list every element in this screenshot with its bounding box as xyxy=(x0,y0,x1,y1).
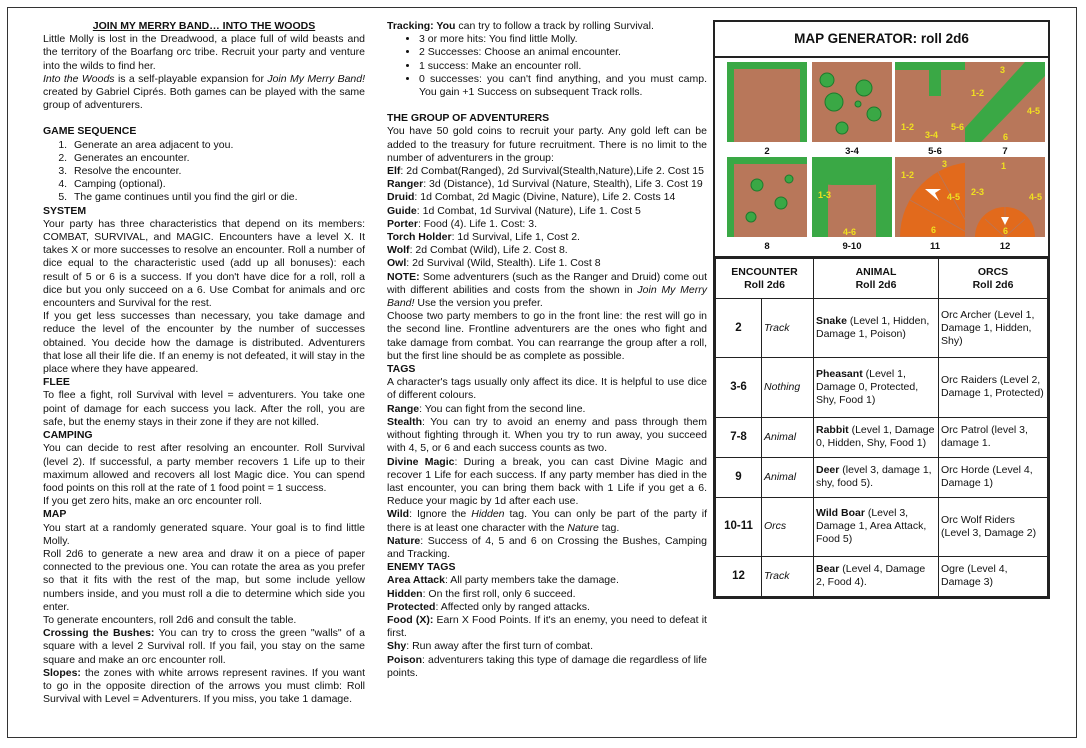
yellow-number: 6 xyxy=(1003,226,1009,236)
tracking-list xyxy=(387,33,707,99)
map-tile-2 xyxy=(727,62,807,142)
map-heading: MAP xyxy=(43,508,67,521)
tile-label: 12 xyxy=(999,241,1011,252)
yellow-number: 3-4 xyxy=(925,130,939,140)
yellow-number: 5-6 xyxy=(951,122,965,132)
table-row xyxy=(716,556,1048,596)
map-paragraph: Roll 2d6 to generate a new area and draw it on a piece of paper connected to the previous one. You can rotate the area as you prefer so that it fits with the rest of the map, but some include yellow numbers inside, and you must roll a die to determine which side you enter. xyxy=(43,547,365,613)
yellow-number: 1-2 xyxy=(901,170,915,180)
table-row xyxy=(716,497,1048,556)
type-cell: Animal xyxy=(762,457,814,497)
intro-credits: Into the Woods is a self-playable expansion for Join My Merry Band! created by Gabriel Ciprés. Both games can be played with the same group of adventurers. xyxy=(43,72,366,112)
yellow-number: 6 xyxy=(1003,132,1009,142)
flee-heading: FLEE xyxy=(43,376,70,389)
orc-cell: Orc Raiders (Level 2, Damage 1, Protected) xyxy=(939,358,1048,417)
list-item: • 1 success: Make an encounter roll. xyxy=(419,60,707,73)
header-animal: ANIMAL Roll 2d6 xyxy=(814,259,939,299)
note-paragraph: NOTE: Some adventurers (such as the Ranger and Druid) come out with different abilities and costs from the shown in Join My Merry Band! Use the version you prefer. xyxy=(387,270,707,310)
tile-label: 3-4 xyxy=(845,146,859,157)
list-item: • 2 Successes: Choose an animal encounter. xyxy=(419,46,707,59)
camping-paragraph: If you get zero hits, make an orc encounter roll. xyxy=(43,495,262,508)
orc-cell: Orc Wolf Riders (Level 3, Damage 2) xyxy=(939,497,1048,556)
type-cell: Nothing xyxy=(762,358,814,417)
orc-cell: Orc Horde (Level 4, Damage 1) xyxy=(939,457,1048,497)
tag-line: Food (X): Earn X Food Points. If it's an enemy, you need to defeat it first. xyxy=(387,613,707,640)
unit-line: Torch Holder: 1d Survival, Life 1, Cost 2. xyxy=(387,231,580,244)
animal-cell: Wild Boar (Level 3, Damage 1, Area Attack, Food 5) xyxy=(814,497,939,556)
list-item: 5. The game continues until you find the girl or die. xyxy=(70,191,365,204)
list-item: • 3 or more hits: You find little Molly. xyxy=(419,33,707,46)
header-encounter: ENCOUNTER Roll 2d6 xyxy=(716,259,814,299)
yellow-number: 1-2 xyxy=(971,88,985,98)
unit-line: Owl: 2d Survival (Wild, Stealth). Life 1. Cost 8 xyxy=(387,257,601,270)
bushes-paragraph: Crossing the Bushes: You can try to cross the green "walls" of a square with a level 2 Survival roll. If you fail, you stay on the same square and make an orc encounter roll. xyxy=(43,627,365,666)
list-item: 2. Generates an encounter. xyxy=(70,152,365,165)
unit-line: Wolf: 2d Combat (Wild), Life 2. Cost 8. xyxy=(387,244,568,257)
table-row xyxy=(716,457,1048,497)
group-paragraph: You have 50 gold coins to recruit your party. Any gold left can be added to the treasury for future recruitment. There is no limit to the number of adventurers in the group: xyxy=(387,125,707,164)
tracking-paragraph: Tracking: You can try to follow a track by rolling Survival. xyxy=(387,20,654,32)
roll-cell: 2 xyxy=(716,299,762,358)
type-cell: Orcs xyxy=(762,497,814,556)
game-sequence-list xyxy=(43,139,365,205)
animal-cell: Pheasant (Level 1, Damage 0, Protected, Shy, Food 1) xyxy=(814,358,939,417)
header-orcs: ORCS Roll 2d6 xyxy=(939,259,1048,299)
encounter-table xyxy=(715,258,1048,597)
slopes-paragraph: Slopes: the zones with white arrows represent ravines. If you want to go in the opposite direction of the arrows you must climb: Roll Survival with Level = Adventurers. If you miss, you take 1 damage. xyxy=(43,666,365,706)
tag-line: Area Attack: All party members take the damage. xyxy=(387,574,619,587)
document-title: JOIN MY MERRY BAND… INTO THE WOODS xyxy=(92,20,316,32)
tag-line: Stealth: You can try to avoid an enemy and pass through them without fighting through it. When you try to run away, you succeed with 4, 5, or 6 and each success counts as two. xyxy=(387,415,707,455)
unit-line: Guide: 1d Combat, 1d Survival (Nature), Life 1. Cost 5 xyxy=(387,204,641,217)
tile-label: 11 xyxy=(929,241,941,252)
tag-line: Poison: adventurers taking this type of damage die regardless of life points. xyxy=(387,653,707,679)
encounter-table-panel xyxy=(713,258,1050,599)
orc-cell: Orc Archer (Level 1, Damage 1, Hidden, Shy) xyxy=(939,299,1048,358)
yellow-number: 1-2 xyxy=(901,122,915,132)
table-row xyxy=(716,358,1048,417)
yellow-number: 2-3 xyxy=(971,187,985,197)
yellow-number: 4-5 xyxy=(947,192,961,202)
tile-label: 8 xyxy=(764,241,770,252)
type-cell: Track xyxy=(762,556,814,596)
animal-cell: Rabbit (Level 1, Damage 0, Hidden, Shy, Food 1) xyxy=(814,417,939,457)
tag-line: Divine Magic: During a break, you can cast Divine Magic and recover 1 Life for each success. If any party member has died in the last encounter, you can bring them back with 1 Life if you get a 6. Reduce your magic by 1d after each use. xyxy=(387,455,708,508)
map-tile-3-4 xyxy=(812,62,892,142)
roll-cell: 7-8 xyxy=(716,417,762,457)
yellow-number: 3 xyxy=(942,159,948,169)
tile-label: 7 xyxy=(1002,146,1008,157)
game-sequence-heading: GAME SEQUENCE xyxy=(43,125,137,138)
yellow-number: 6 xyxy=(931,225,937,235)
yellow-number: 1 xyxy=(1001,161,1007,171)
table-row xyxy=(716,417,1048,457)
list-item: 1. Generate an area adjacent to you. xyxy=(70,139,365,152)
unit-line: Elf: 2d Combat(Ranged), 2d Survival(Stealth,Nature),Life 2. Cost 15 xyxy=(387,165,704,178)
tag-line: Hidden: On the first roll, only 6 succeed. xyxy=(387,587,576,600)
list-item: • 0 successes: you can't find anything, and you must camp. You gain +1 Success on subsequent Track rolls. xyxy=(419,73,707,99)
rules-column-2 xyxy=(387,20,707,680)
tile-label: 2 xyxy=(764,146,770,157)
map-paragraph: To generate encounters, roll 2d6 and consult the table. xyxy=(43,613,297,626)
map-generator-title: MAP GENERATOR: roll 2d6 xyxy=(715,22,1048,58)
roll-cell: 10-11 xyxy=(716,497,762,556)
yellow-number: 4-5 xyxy=(1027,106,1041,116)
animal-cell: Deer (level 3, damage 1, shy, food 5). xyxy=(814,457,939,497)
yellow-number: 3 xyxy=(1000,65,1006,75)
rules-column-1 xyxy=(43,20,365,706)
camping-paragraph: You can decide to rest after resolving an encounter. Roll Survival (level 2). If successful, a party member recovers 1 Life up to their maximum allowed and recovers all lost Magic dice. You can spend food points on this roll at the rate of 1 food point = 1 success. xyxy=(43,442,365,494)
type-cell: Animal xyxy=(762,417,814,457)
yellow-number: 4-6 xyxy=(843,227,857,237)
orc-cell: Ogre (Level 4, Damage 3) xyxy=(939,556,1048,596)
type-cell: Track xyxy=(762,299,814,358)
animal-cell: Snake (Level 1, Hidden, Damage 1, Poison) xyxy=(814,299,939,358)
system-paragraph: If you get less successes than necessary, you take damage and reduce the level of the encounter by the number of successes obtained. You decide how the damage is distributed. Adventurers that lose all their life die. If an enemy is not defeated, it will stay in the place where they have appeared. xyxy=(43,310,365,376)
tile-label: 5-6 xyxy=(928,146,942,157)
tag-line: Protected: Affected only by ranged attacks. xyxy=(387,600,590,613)
map-tile-8 xyxy=(727,157,807,237)
orc-cell: Orc Patrol (level 3, damage 1. xyxy=(939,417,1048,457)
animal-cell: Bear (Level 4, Damage 2, Food 4). xyxy=(814,556,939,596)
group-heading: THE GROUP OF ADVENTURERS xyxy=(387,112,550,125)
unit-line: Ranger: 3d (Distance), 1d Survival (Nature, Stealth), Life 3. Cost 19 xyxy=(387,178,703,191)
roll-cell: 12 xyxy=(716,556,762,596)
tags-paragraph: A character's tags usually only affect its dice. It is helpful to use dice of different colours. xyxy=(387,376,707,402)
list-item: 3. Resolve the encounter. xyxy=(70,165,365,178)
list-item: 4. Camping (optional). xyxy=(70,178,365,191)
unit-line: Druid: 1d Combat, 2d Magic (Divine, Nature), Life 2. Costs 14 xyxy=(387,191,676,204)
roll-cell: 9 xyxy=(716,457,762,497)
system-paragraph: Your party has three characteristics that depend on its members: COMBAT, SURVIVAL, and MAGIC. Encounters have a level X. It takes X or more successes to resolve an encounter. Roll a number of dice equal to the characteristic used (add up all bonuses): each result of 5 or 6 is a success. If you don't have dice for a roll, roll a dice but you only succeed on a 6. Use Combat for animals and orc encounters and Survival for the rest. xyxy=(43,217,365,310)
tag-line: Wild: Ignore the Hidden tag. You can only be part of the party if there is at least one character with the Nature tag. xyxy=(387,508,708,534)
roll-cell: 3-6 xyxy=(716,358,762,417)
unit-line: Porter: Food (4). Life 1. Cost: 3. xyxy=(387,217,537,230)
intro-paragraph: Little Molly is lost in the Dreadwood, a place full of wild beasts and the territory of the Boarfang orc tribe. Recruit your party and venture into the wilds to find her. xyxy=(43,33,365,72)
tag-line: Shy: Run away after the first turn of combat. xyxy=(387,640,594,653)
yellow-number: 4-5 xyxy=(1029,192,1043,202)
map-generator-panel xyxy=(713,20,1050,258)
table-header-row xyxy=(716,259,1048,299)
table-row xyxy=(716,299,1048,358)
tags-heading: TAGS xyxy=(387,363,416,376)
yellow-number: 1-3 xyxy=(818,190,832,200)
camping-heading: CAMPING xyxy=(43,429,93,442)
tile-label: 9-10 xyxy=(842,241,862,252)
flee-paragraph: To flee a fight, roll Survival with level = adventurers. You take one point of damage for each success you lack. After the roll, you are safe, but the enemy stays in their zone if they are not killed. xyxy=(43,389,365,428)
system-heading: SYSTEM xyxy=(43,204,87,217)
map-paragraph: You start at a randomly generated square. Your goal is to find little Molly. xyxy=(43,521,365,547)
enemy-tags-heading: ENEMY TAGS xyxy=(387,561,456,574)
tag-line: Nature: Success of 4, 5 and 6 on Crossing the Bushes, Camping and Tracking. xyxy=(387,534,707,560)
tag-line: Range: You can fight from the second line. xyxy=(387,402,586,415)
front-line-paragraph: Choose two party members to go in the front line: the rest will go in the second line. Frontline adventurers are the ones who fight and take damage from combat. You can rearrange the group after a roll, but the first line should be as complete as possible. xyxy=(387,310,707,362)
